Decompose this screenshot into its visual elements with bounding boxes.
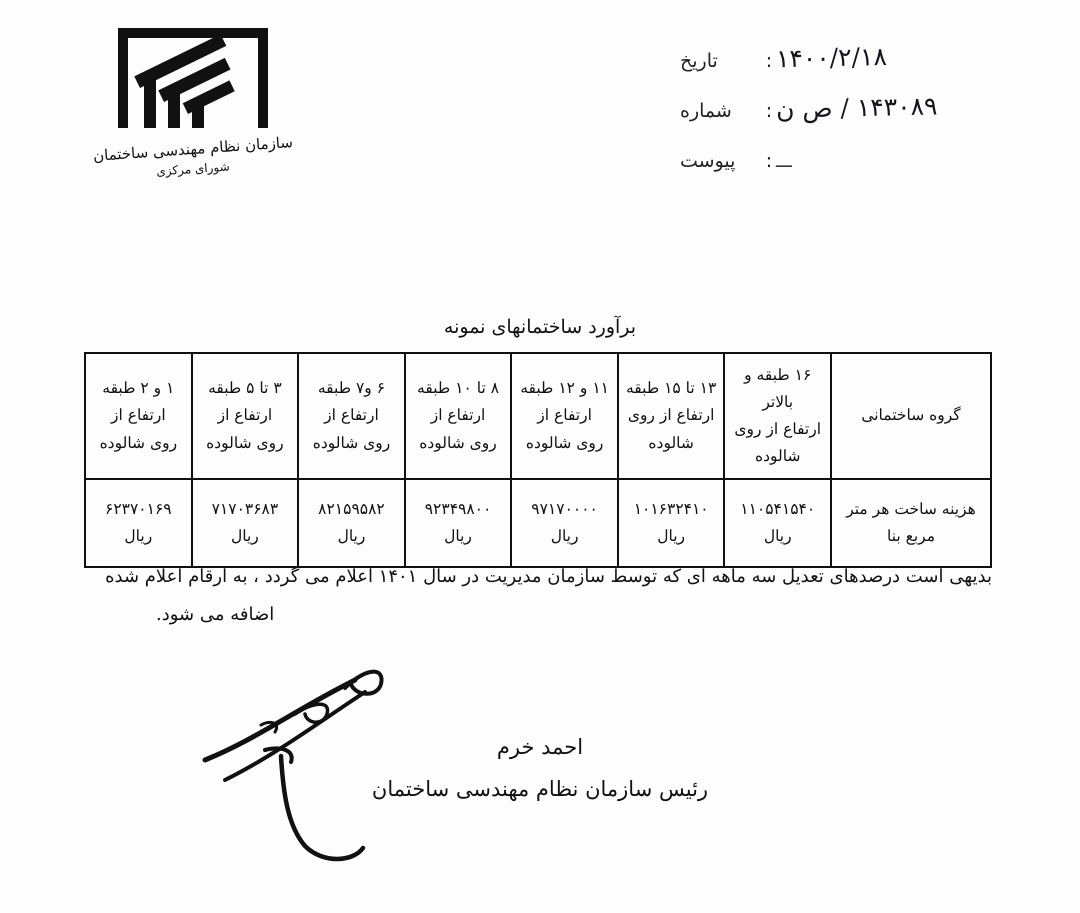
cost-cell-6-value: ۱۰۱۶۳۲۴۱۰: [633, 499, 709, 518]
table-row-group: [85, 353, 991, 479]
group-cell-1-line1: ۱ و ۲ طبقه: [102, 379, 175, 398]
group-cell-4-line1: ۸ تا ۱۰ طبقه: [417, 379, 500, 398]
group-cell-5-line3: روی شالوده: [525, 433, 604, 452]
cost-cell-2-unit: ریال: [231, 527, 259, 545]
cost-cell-3-unit: ریال: [337, 527, 366, 545]
number-row: [680, 88, 1000, 122]
group-cell-4-line2: ارتفاع از: [430, 406, 486, 425]
signature-block: [0, 735, 1080, 801]
group-cell-5: [511, 353, 618, 479]
signer-title: رئیس سازمان نظام مهندسی ساختمان: [371, 777, 709, 801]
building-logo-icon: [118, 28, 268, 132]
cost-cell-2-value: ۷۱۷۰۳۶۸۳: [211, 499, 279, 518]
group-cell-3-line3: روی شالوده: [312, 433, 391, 452]
group-cell-7-line2: ارتفاع از روی: [734, 420, 822, 438]
cost-cell-4-value: ۹۲۳۴۹۸۰۰: [424, 499, 492, 518]
group-cell-7-line3: شالوده: [754, 447, 801, 466]
attachment-row: [680, 138, 1000, 172]
organization-logo: [78, 28, 308, 179]
cost-cell-5-unit: ریال: [550, 527, 579, 545]
cost-cell-4: [405, 479, 512, 567]
group-cell-3-line1: ۶ و۷ طبقه: [317, 379, 386, 398]
attachment-value: ـــ: [776, 151, 792, 172]
group-cell-1-line2: ارتفاع از: [110, 406, 166, 425]
letter-header-meta: [680, 38, 1000, 188]
cost-cell-6: [618, 479, 725, 567]
number-label: شماره: [680, 100, 732, 122]
attachment-label: پیوست: [680, 150, 736, 172]
group-cell-7-line1: ۱۶ طبقه و بالاتر: [744, 365, 812, 411]
date-value: ۱۴۰۰/۲/۱۸: [775, 41, 888, 74]
cost-cell-5: [511, 479, 618, 567]
group-cell-2: [192, 353, 299, 479]
group-cell-3: [298, 353, 405, 479]
cost-cell-7-value: ۱۱۰۵۴۱۵۴۰: [740, 499, 816, 518]
group-cell-6: [618, 353, 725, 479]
number-value: ۱۴۳۰۸۹ / ص ن: [775, 91, 938, 124]
group-cell-4: [405, 353, 512, 479]
table-row-cost: [85, 479, 991, 567]
group-cell-7: [724, 353, 831, 479]
group-cell-6-line3: شالوده: [648, 433, 694, 452]
cost-cell-3: [298, 479, 405, 567]
group-cell-5-line1: ۱۱ و ۱۲ طبقه: [520, 379, 609, 398]
cost-cell-7: [724, 479, 831, 567]
estimate-table-wrapper: [84, 352, 992, 568]
cost-cell-5-value: ۹۷۱۷۰۰۰۰: [531, 499, 598, 518]
group-cell-2-line2: ارتفاع از: [217, 406, 273, 425]
note-paragraph: [84, 558, 992, 634]
cost-cell-2: [192, 479, 299, 567]
table-title: برآورد ساختمانهای نمونه: [443, 316, 637, 338]
cost-cell-4-unit: ریال: [444, 527, 472, 545]
signer-name: احمد خرم: [496, 735, 584, 759]
group-cell-2-line3: روی شالوده: [206, 433, 284, 452]
logo-line-1: سازمان نظام مهندسی ساختمان: [92, 133, 294, 165]
cost-cell-1: [85, 479, 192, 567]
cost-cell-1-value: ۶۲۳۷۰۱۶۹: [105, 499, 172, 518]
logo-line-2: شورای مرکزی: [155, 159, 231, 179]
group-cell-1: [85, 353, 192, 479]
group-cell-4-line3: روی شالوده: [419, 433, 497, 452]
attachment-colon: :: [765, 150, 773, 172]
cost-cell-1-unit: ریال: [124, 527, 153, 545]
date-label: تاریخ: [680, 50, 718, 72]
number-colon: :: [765, 100, 773, 122]
date-row: [680, 38, 1000, 72]
group-cell-6-line1: ۱۳ تا ۱۵ طبقه: [626, 379, 717, 398]
group-cell-3-line2: ارتفاع از: [324, 406, 379, 425]
note-line-1: بدیهی است درصدهای تعدیل سه ماهه ای که توسط سازمان مدیریت در سال ۱۴۰۱ اعلام می گردد ، به ارقام اعلام شده: [105, 566, 992, 587]
cost-cell-6-unit: ریال: [657, 527, 686, 545]
row-header-cost: هزینه ساخت هر متر مربع بنا: [831, 479, 991, 567]
group-cell-1-line3: روی شالوده: [99, 433, 178, 452]
cost-cell-3-value: ۸۲۱۵۹۵۸۲: [318, 499, 385, 518]
group-cell-6-line2: ارتفاع از روی: [627, 406, 715, 425]
group-cell-2-line1: ۳ تا ۵ طبقه: [208, 379, 282, 398]
note-line-2: اضافه می شود.: [156, 603, 275, 625]
date-colon: :: [765, 50, 773, 72]
row-header-group: گروه ساختمانی: [831, 353, 991, 479]
cost-cell-7-unit: ریال: [763, 527, 792, 545]
group-cell-5-line2: ارتفاع از: [537, 406, 592, 425]
estimate-table: [84, 352, 992, 568]
